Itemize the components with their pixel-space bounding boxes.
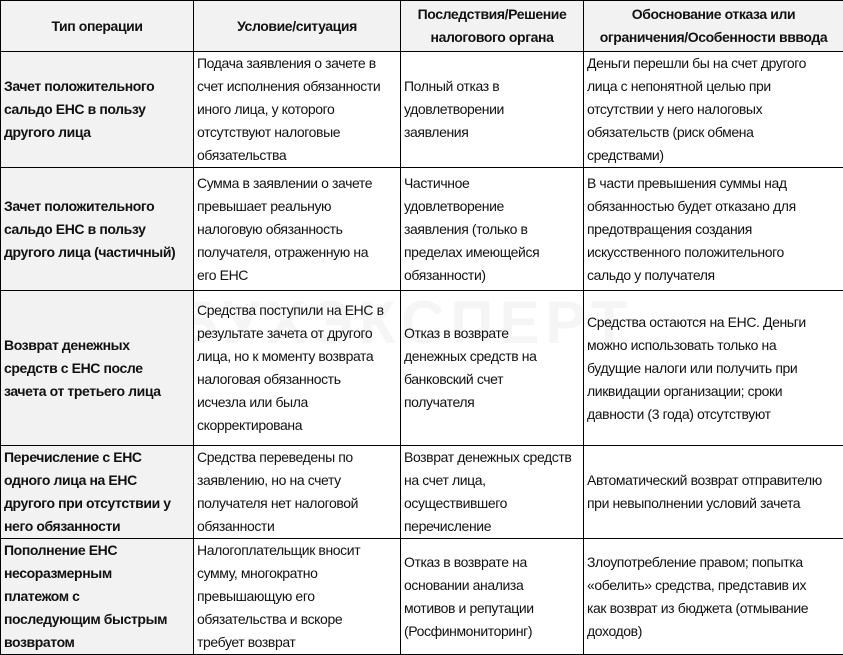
cell-condition: Сумма в заявлении о зачете превышает реальную налоговую обязанность получателя, отраженную на его ЕНС (194, 168, 401, 291)
cell-decision: Возврат денежных средств на счет лица, осуществившего перечисление (401, 446, 584, 539)
cell-decision: Полный отказ в удовлетворении заявления (401, 52, 584, 168)
cell-decision: Отказ в возврате на основании анализа мотивов и репутации (Росфинмониторинг) (401, 539, 584, 655)
cell-reason: Автоматический возврат отправителю при невыполнении условий зачета (584, 446, 843, 539)
cell-reason: В части превышения суммы над обязанностью будет отказано для предотвращения создания искусственного положительного сальдо у получателя (584, 168, 843, 291)
header-condition: Условие/ситуация (194, 1, 401, 52)
table-row (1, 539, 843, 655)
cell-type: Зачет положительного сальдо ЕНС в пользу другого лица (частичный) (1, 168, 194, 291)
cell-decision: Отказ в возврате денежных средств на банковский счет получателя (401, 291, 584, 446)
table-row (1, 52, 843, 168)
table-row (1, 168, 843, 291)
cell-type: Зачет положительного сальдо ЕНС в пользу другого лица (1, 52, 194, 168)
header-decision: Последствия/Решение налогового органа (401, 1, 584, 52)
cell-type: Пополнение ЕНС несоразмерным платежом с последующим быстрым возвратом (1, 539, 194, 655)
header-reason: Обоснование отказа или ограничения/Особенности вввода (584, 1, 843, 52)
cell-reason: Деньги перешли бы на счет другого лица с непонятной целью при отсутствии у него налоговых обязательств (риск обмена средствами) (584, 52, 843, 168)
header-row (1, 1, 843, 52)
cell-condition: Средства поступили на ЕНС в результате зачета от другого лица, но к моменту возврата налоговая обязанность исчезла или была скорректирована (194, 291, 401, 446)
cell-condition: Налогоплательщик вносит сумму, многократно превышающую его обязательства и вскоре требует возврат (194, 539, 401, 655)
cell-type: Возврат денежных средств с ЕНС после зачета от третьего лица (1, 291, 194, 446)
cell-type: Перечисление с ЕНС одного лица на ЕНС другого при отсутствии у него обязанности (1, 446, 194, 539)
cell-reason: Средства остаются на ЕНС. Деньги можно использовать только на будущие налоги или получить при ликвидации организации; сроки давности (3 года) отсутствуют (584, 291, 843, 446)
table-row (1, 446, 843, 539)
header-type: Тип операции (1, 1, 194, 52)
cell-reason: Злоупотребление правом; попытка «обелить» средства, представив их как возврат из бюджета (отмывание доходов) (584, 539, 843, 655)
cell-condition: Подача заявления о зачете в счет исполнения обязанности иного лица, у которого отсутствуют налоговые обязательства (194, 52, 401, 168)
table-row (1, 291, 843, 446)
cell-decision: Частичное удовлетворение заявления (только в пределах имеющейся обязанности) (401, 168, 584, 291)
cell-condition: Средства переведены по заявлению, но на счету получателя нет налоговой обязанности (194, 446, 401, 539)
